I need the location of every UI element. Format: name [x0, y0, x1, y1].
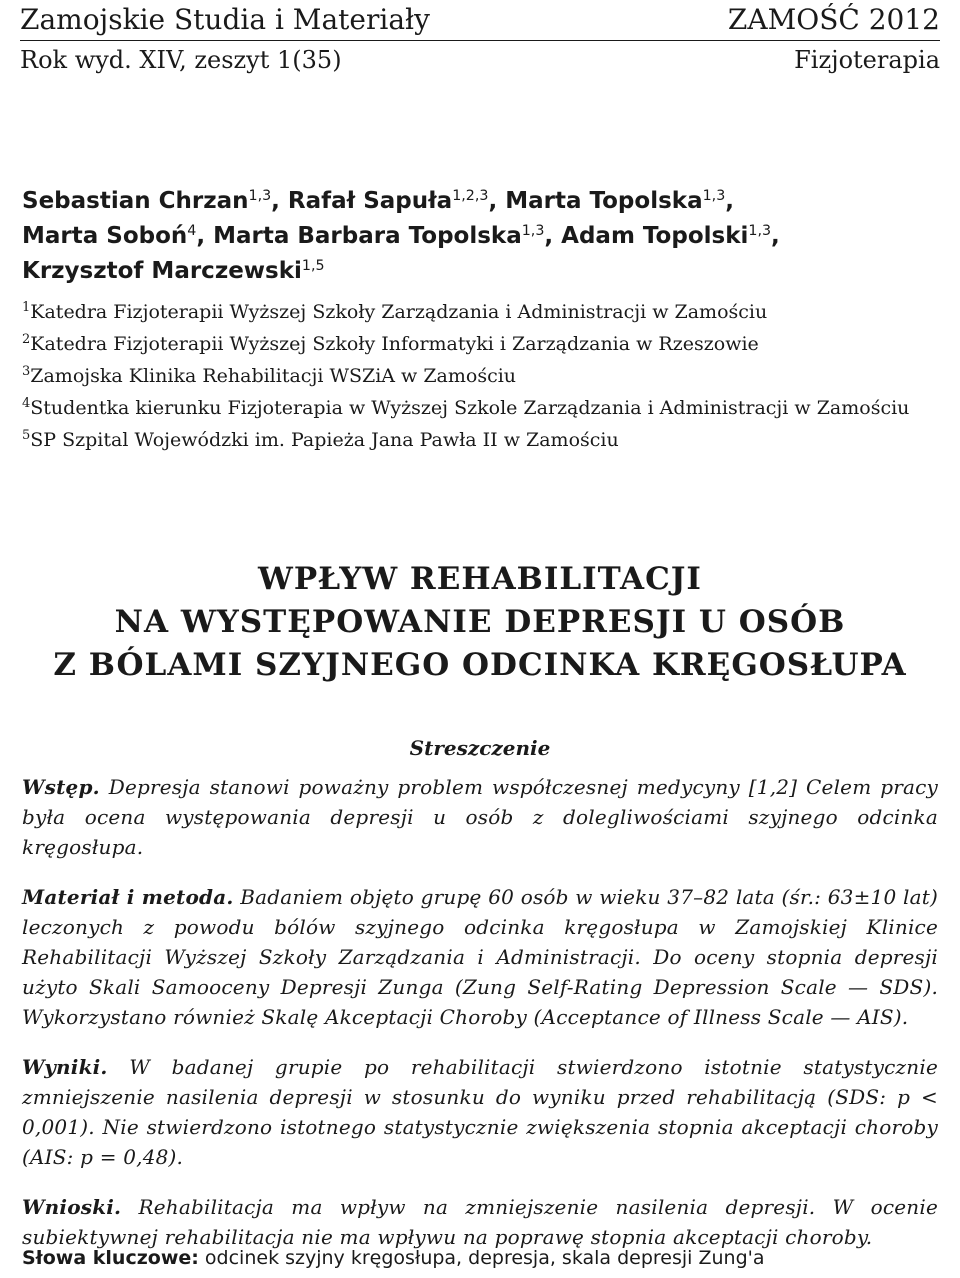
author: Sebastian Chrzan$^{1,3}$, — [22, 188, 288, 214]
author: Krzysztof Marczewski$^{1,5}$ — [22, 258, 325, 284]
affiliation: $^4$Studentka kierunku Fizjoterapia w Wyższej Szkole Zarządzania i Administracji w Zamościu — [22, 395, 910, 419]
paragraph-text: Rehabilitacja ma wpływ na zmniejszenie nasilenia depresji. W ocenie subiektywnej rehabilitacja nie ma wpływu na poprawę stopnia akceptacji choroby. — [22, 1195, 938, 1249]
keywords-label: Słowa kluczowe: — [22, 1247, 199, 1269]
keywords — [22, 1243, 940, 1273]
abstract-paragraph — [22, 772, 938, 862]
paragraph-text: W badanej grupie po rehabilitacji stwierdzono istotnie statystycznie zmniejszenie nasilenia depresji w stosunku do wyniku przed rehabilitacją (SDS: p < 0,001). Nie stwierdzono istotnego statystycznie zwiększenia stopnia akceptacji choroby (AIS: p = 0,48). — [22, 1055, 939, 1169]
paragraph-label: Wyniki. — [22, 1055, 108, 1079]
affiliation: $^2$Katedra Fizjoterapii Wyższej Szkoły Informatyki i Zarządzania w Rzeszowie — [22, 331, 759, 355]
volume-info: Rok wyd. XIV, zeszyt 1(35) — [20, 46, 342, 74]
abstract — [22, 772, 938, 1264]
keywords-text: odcinek szyjny kręgosłupa, depresja, skala depresji Zung'a — [204, 1247, 765, 1269]
place-year: ZAMOŚĆ 2012 — [727, 3, 940, 36]
author: Marta Topolska$^{1,3}$, — [505, 188, 735, 214]
affiliation: $^3$Zamojska Klinika Rehabilitacji WSZiA w Zamościu — [22, 363, 517, 387]
journal-title: Zamojskie Studia i Materiały — [20, 3, 430, 36]
header-bottom-row — [20, 41, 940, 77]
article-title — [10, 558, 950, 687]
author: Marta Barbara Topolska$^{1,3}$, — [213, 223, 562, 249]
abstract-paragraph — [22, 882, 938, 1032]
author: Rafał Sapuła$^{1,2,3}$, — [287, 188, 506, 214]
abstract-heading: Streszczenie — [409, 736, 551, 760]
paragraph-label: Wstęp. — [22, 775, 100, 799]
title-line: NA WYSTĘPOWANIE DEPRESJI U OSÓB — [114, 604, 846, 640]
section-name: Fizjoterapia — [794, 46, 940, 74]
paragraph-text: Depresja stanowi poważny problem współczesnej medycyny [1,2] Celem pracy była ocena występowania depresji u osób z dolegliwościami szyjnego odcinka kręgosłupa. — [22, 775, 938, 859]
affiliation-list — [22, 296, 940, 456]
paragraph-label: Wnioski. — [22, 1195, 122, 1219]
abstract-paragraph — [22, 1052, 938, 1172]
title-line: WPŁYW REHABILITACJI — [258, 561, 702, 597]
journal-header — [20, 0, 940, 77]
affiliation: $^1$Katedra Fizjoterapii Wyższej Szkoły Zarządzania i Administracji w Zamościu — [22, 299, 768, 323]
author: Marta Soboń$^4$, — [22, 223, 214, 249]
author: Adam Topolski$^{1,3}$, — [561, 223, 780, 249]
author-list — [22, 184, 940, 289]
title-line: Z BÓLAMI SZYJNEGO ODCINKA KRĘGOSŁUPA — [53, 647, 907, 683]
paragraph-text: Badaniem objęto grupę 60 osób w wieku 37–82 lata (śr.: 63±10 lat) leczonych z powodu bólów szyjnego odcinka kręgosłupa w Zamojskiej Klinice Rehabilitacji Wyższej Szkoły Zarządzania i Administracji. Do oceny stopnia depresji użyto Skali Samooceny Depresji Zunga (Zung Self-Rating Depression Scale — SDS). Wykorzystano również Skalę Akceptacji Choroby (Acceptance of Illness Scale — AIS). — [22, 885, 938, 1029]
header-top-row — [20, 0, 940, 41]
affiliation: $^5$SP Szpital Wojewódzki im. Papieża Jana Pawła II w Zamościu — [22, 427, 619, 451]
paragraph-label: Materiał i metoda. — [22, 885, 234, 909]
